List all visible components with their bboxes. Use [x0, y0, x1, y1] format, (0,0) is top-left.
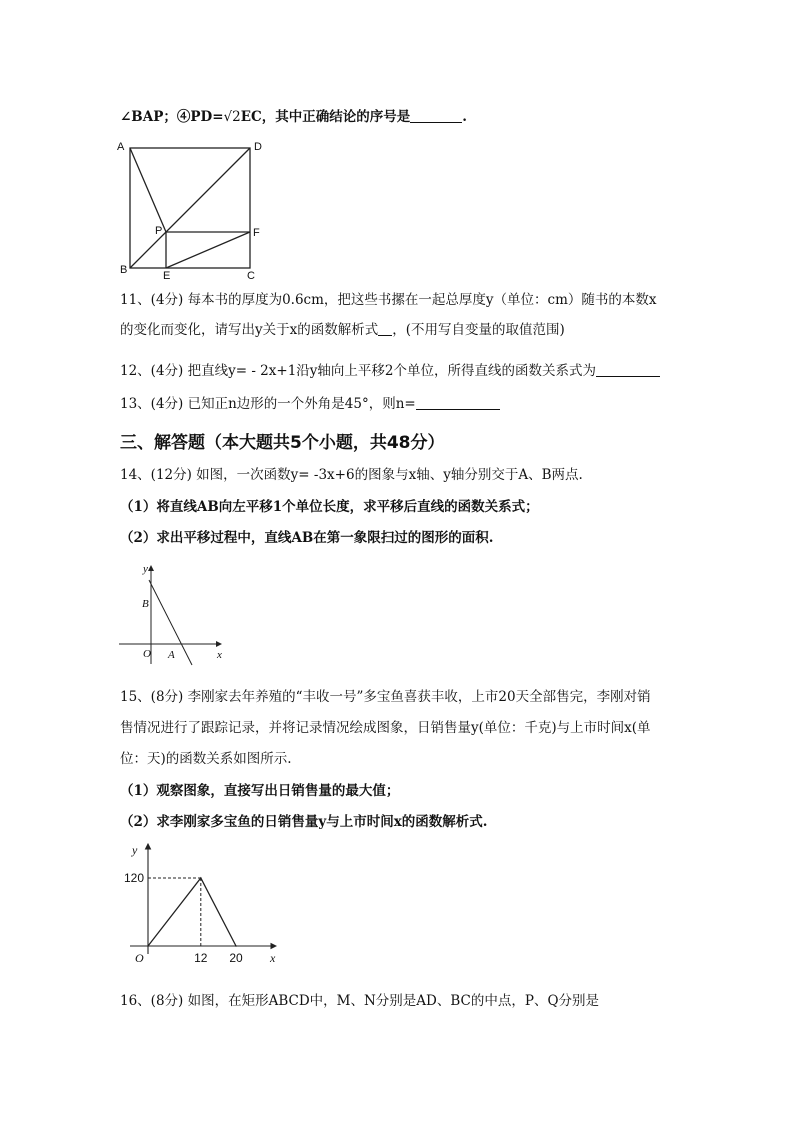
q12-text — [120, 362, 660, 380]
section-title: 三、解答题（本大题共5个小题，共48分） — [120, 433, 445, 453]
sales-point-1 — [200, 877, 202, 879]
sales-point-0 — [147, 945, 149, 947]
x-tick-label-20: 20 — [229, 951, 243, 965]
q14-part1: （1）将直线AB向左平移1个单位长度，求平移后直线的函数关系式； — [120, 499, 539, 515]
origin-label: O — [143, 648, 151, 660]
q10-suffix: EC，其中正确结论的序号是 — [240, 109, 411, 125]
chart-origin-label: O — [135, 951, 144, 965]
answer-blank-13[interactable] — [416, 395, 500, 410]
q15-part1: （1）观察图象，直接写出日销售量的最大值； — [120, 783, 400, 799]
x-tick-label-12: 12 — [194, 951, 208, 965]
q12-stem: 12、(4分) 把直线y= - 2x+1沿y轴向上平移2个单位，所得直线的函数关系式为 — [120, 363, 596, 379]
q13-stem: 13、(4分) 已知正n边形的一个外角是45°，则n= — [120, 396, 416, 412]
sales-chart — [110, 838, 290, 968]
answer-blank-12[interactable] — [596, 362, 660, 377]
label-b: B — [120, 264, 128, 276]
segment-ef — [166, 232, 250, 268]
q16-text: 16、(8分) 如图，在矩形ABCD中，M、N分别是AD、BC的中点，P、Q分别是 — [120, 993, 600, 1009]
chart-y-label: y — [132, 843, 138, 857]
q15-line1: 15、(8分) 李刚家去年养殖的“丰收一号”多宝鱼喜获丰收，上市20天全部售完，李刚对销 — [120, 689, 651, 705]
linear-function-figure — [115, 560, 235, 670]
q11-line2a: 的变化而变化，请写出y关于x的函数解析式 — [120, 322, 379, 338]
q10-text — [120, 108, 467, 126]
q15-part2: （2）求李刚家多宝鱼的日销售量y与上市时间x的函数解析式. — [120, 814, 488, 830]
label-c: C — [247, 270, 255, 280]
label-f: F — [253, 227, 260, 239]
q15-line3: 位：天)的函数关系如图所示. — [120, 751, 292, 767]
x-axis-label: x — [217, 649, 222, 661]
y-axis-label: y — [143, 563, 148, 575]
label-a-point: A — [168, 649, 175, 661]
q10-end: . — [462, 109, 467, 125]
q15-line2: 售情况进行了跟踪记录，并将记录情况绘成图象，日销售量y(单位：千克)与上市时间x(单 — [120, 720, 651, 736]
square-figure — [115, 138, 275, 280]
label-a: A — [117, 141, 125, 153]
q14-stem: 14、(12分) 如图，一次函数y= -3x+6的图象与x轴、y轴分别交于A、B两点. — [120, 467, 583, 483]
answer-blank-10[interactable] — [410, 108, 462, 123]
q14-part2: （2）求出平移过程中，直线AB在第一象限扫过的图形的面积. — [120, 530, 494, 546]
q13-text — [120, 395, 500, 413]
sales-series-line — [148, 878, 236, 946]
q11-line1: 11、(4分) 每本书的厚度为0.6cm，把这些书摞在一起总厚度y（单位：cm）随书的本数x — [120, 292, 657, 308]
label-p: P — [155, 225, 163, 237]
label-d: D — [254, 141, 262, 153]
label-b-point: B — [142, 598, 149, 610]
sqrt2: √2 — [223, 109, 241, 125]
segment-ap — [130, 148, 166, 232]
q10-prefix: ∠BAP；④PD= — [120, 109, 224, 125]
chart-x-label: x — [270, 951, 276, 965]
y-tick-label-120: 120 — [123, 870, 144, 885]
diagonal-bd — [130, 148, 250, 268]
q11-line2 — [120, 321, 565, 339]
sales-point-2 — [235, 945, 237, 947]
answer-blank-11[interactable] — [378, 321, 392, 336]
label-e: E — [163, 270, 171, 280]
q11-line2b: ，(不用写自变量的取值范围) — [392, 322, 565, 338]
